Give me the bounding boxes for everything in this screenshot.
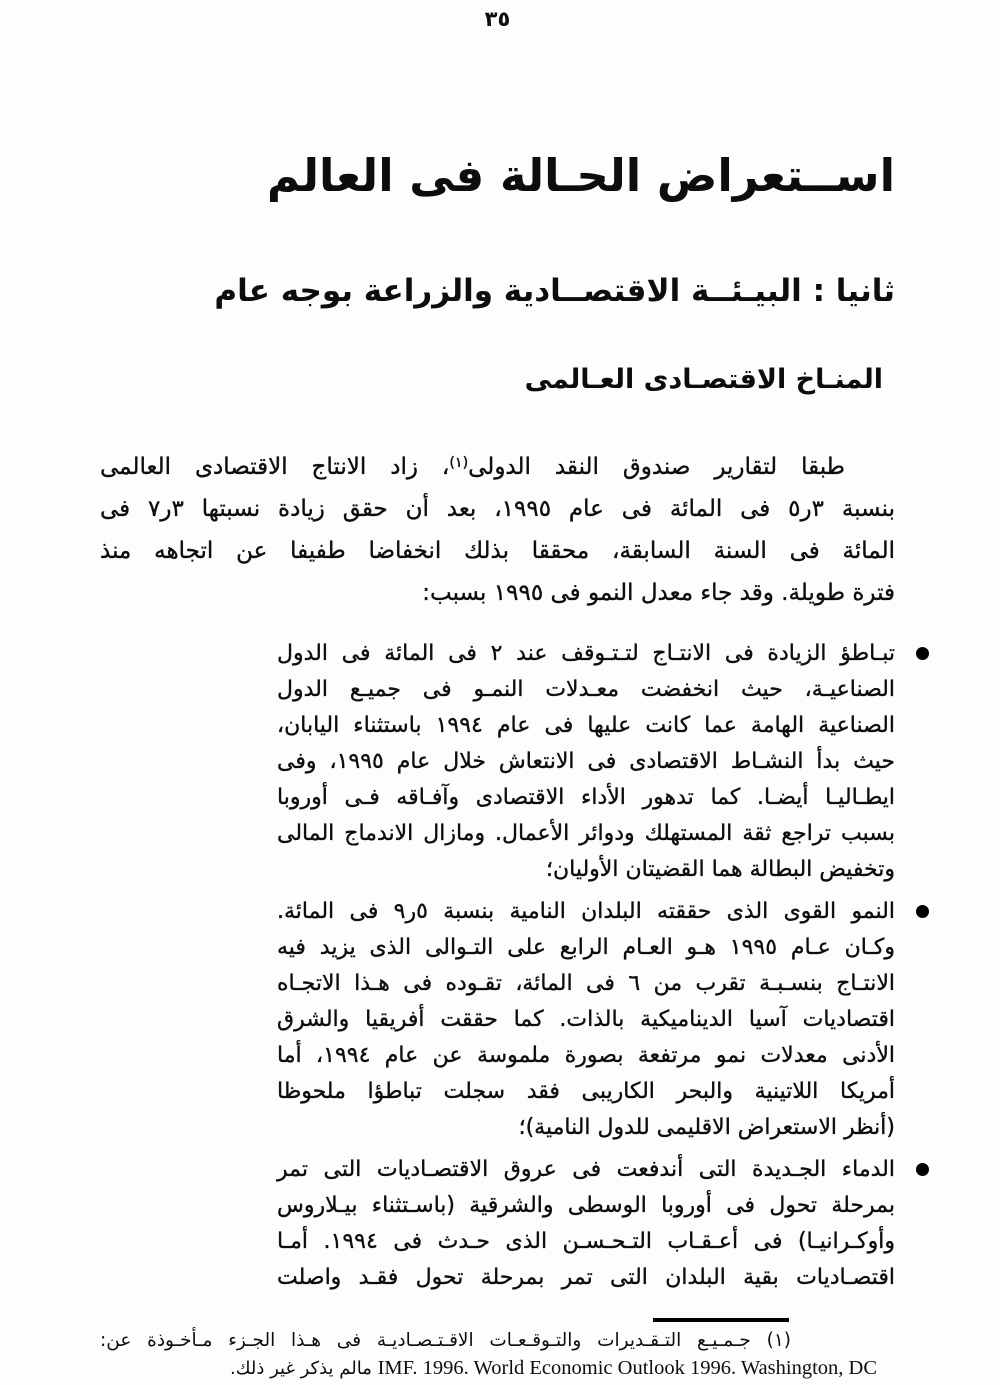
subsection-heading: المنـاخ الاقتصـادى العـالمى bbox=[524, 364, 883, 395]
section-title: ثانيا : البيـئــة الاقتصــادية والزراعة بوجه عام bbox=[214, 273, 895, 309]
text-line: الانتـاج بنسـبـة تقرب من ٦ فى المائة، تقـوده فى هـذا الاتجـاه bbox=[277, 971, 895, 996]
bullet-icon bbox=[916, 647, 929, 660]
text-line: ايطـاليـا أيضـا. كما تدهور الأداء الاقتصادى وآفـاقه فـى أوروبا bbox=[277, 785, 895, 810]
text-line: بنسبة ٣ر٥ فى المائة فى عام ١٩٩٥، بعد أن حقق زيادة نسبتها ٣ر٧ فى bbox=[100, 496, 895, 522]
footnote-divider bbox=[653, 1318, 789, 1322]
text-segment: ، زاد الانتاج الاقتصادى العالمى bbox=[100, 454, 450, 480]
text-line: أمريكا اللاتينية والبحر الكاريبى فقد سجلت تباطؤا ملحوظا bbox=[277, 1079, 895, 1104]
footnote-citation-line bbox=[100, 1354, 895, 1383]
text-line: المائة فى السنة السابقة، محققا بذلك انخفاضا طفيفا عن اتجاهه منذ bbox=[100, 538, 895, 564]
text-line: الأدنى معدلات نمو مرتفعة بصورة ملموسة عن عام ١٩٩٤، أما bbox=[277, 1043, 896, 1068]
text-line: الدماء الجـديدة التى أندفعت فى عروق الاقتصـاديات التى تمر bbox=[277, 1157, 895, 1182]
bullet-list bbox=[277, 636, 895, 1296]
text-line: فترة طويلة. وقد جاء معدل النمو فى ١٩٩٥ بسبب: bbox=[422, 580, 895, 606]
page-title: اســتعراض الحـالة فى العالم bbox=[266, 149, 895, 202]
text-line: وتخفيض البطالة هما القضيتان الأوليان؛ bbox=[545, 857, 895, 882]
footnote bbox=[100, 1318, 895, 1383]
text-line: النمو القوى الذى حققته البلدان النامية بنسبة ٥ر٩ فى المائة. bbox=[277, 899, 895, 924]
text-line: (أنظر الاستعراض الاقليمى للدول النامية)؛ bbox=[518, 1115, 895, 1140]
text-line: الصناعية الهامة عما كانت عليها فى عام ١٩٩٤ باستثناء اليابان، bbox=[277, 713, 895, 738]
footnote-reference: (١) bbox=[449, 455, 469, 471]
page-number: ٣٥ bbox=[484, 7, 511, 31]
text-line: بسبب تراجع ثقة المستهلك ودوائر الأعمال. ومازال الاندماج المالى bbox=[277, 821, 895, 846]
text-line: تبـاطؤ الزيادة فى الانتـاج لتـتـوقف عند ٢ فى المائة فى الدول bbox=[277, 641, 896, 666]
footnote-text: (١) جـمـيـع التـقـديرات والتـوقـعـات الاقـتـصـاديـة فى هـذا الجـزء مـأخـوذة عن: bbox=[100, 1330, 791, 1351]
text-line: بمرحلة تحول فى أوروبا الوسطى والشرقية (باسـتثناء بيـلاروس bbox=[277, 1193, 895, 1218]
text-line: اقتصـاديات بقية البلدان التى تمر بمرحلة تحول فقـد واصلت bbox=[277, 1265, 895, 1290]
text-line: وكـان عـام ١٩٩٥ هـو العـام الرابع على التـوالى الذى يزيد فيه bbox=[277, 935, 895, 960]
bullet-icon bbox=[916, 1163, 929, 1176]
list-item bbox=[277, 894, 895, 1146]
text-line: اقتصاديات آسيا الديناميكية بالذات. كما حققت أفريقيا والشرق bbox=[277, 1007, 895, 1032]
intro-paragraph bbox=[100, 442, 895, 614]
text-line: وأوكـرانيـا) فى أعـقـاب التـحـسـن الذى حـدث فى ١٩٩٤. أمـا bbox=[277, 1229, 896, 1254]
text-line: حيث بدأ النشـاط الاقتصادى فى الانتعاش خلال عام ١٩٩٥، وفى bbox=[277, 749, 895, 774]
text-line bbox=[100, 442, 895, 488]
citation-text: IMF. 1996. World Economic Outlook 1996. Washington, DC bbox=[377, 1357, 877, 1379]
text-line: الصناعيـة، حيث انخفضت معـدلات النمـو فى جميـع الدول bbox=[277, 677, 895, 702]
citation-tail: مالم يذكر غير ذلك. bbox=[229, 1358, 372, 1379]
bullet-icon bbox=[916, 905, 929, 918]
list-item bbox=[277, 636, 895, 888]
text-segment: طبقا لتقارير صندوق النقد الدولى bbox=[468, 454, 845, 480]
list-item bbox=[277, 1152, 895, 1296]
